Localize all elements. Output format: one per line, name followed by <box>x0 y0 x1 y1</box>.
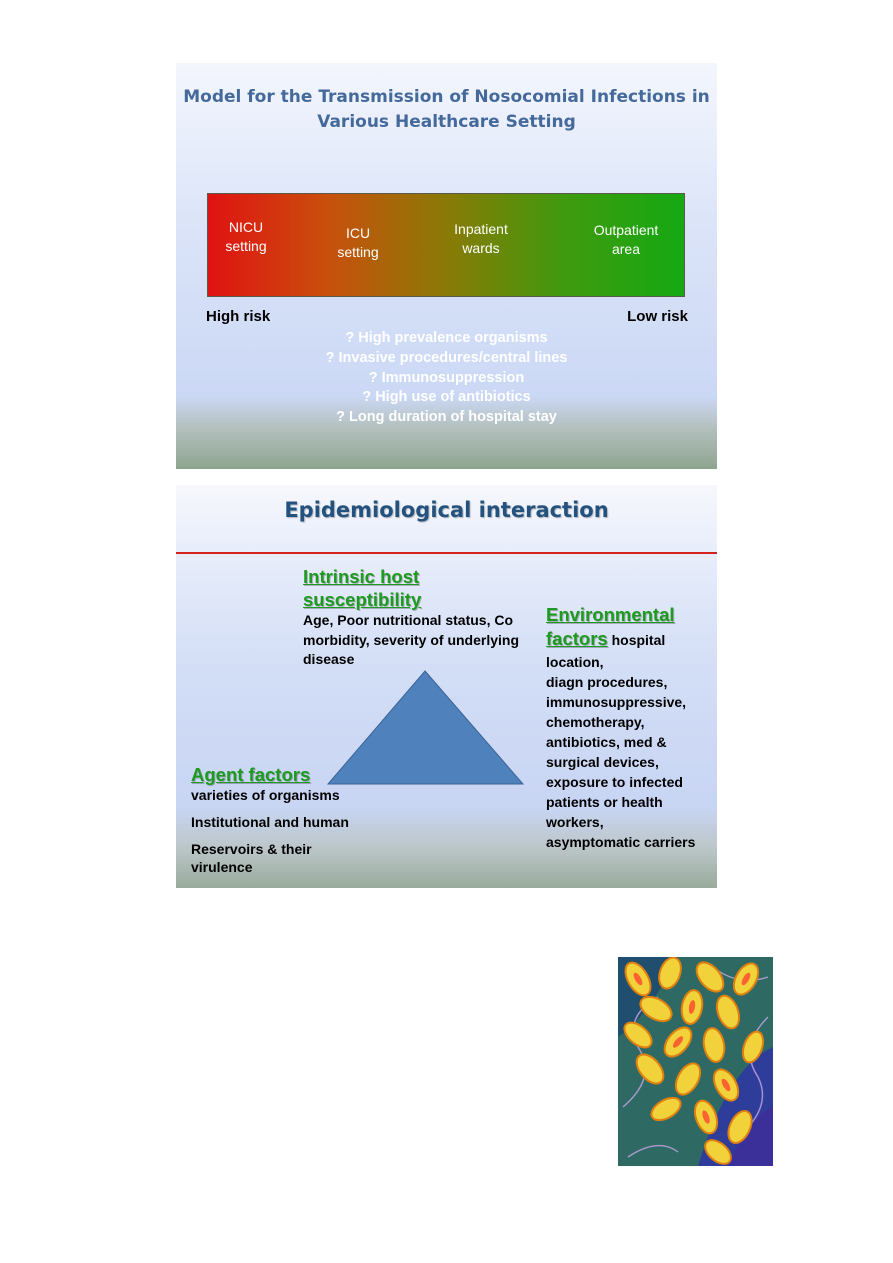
setting-icu: ICU setting <box>337 225 379 260</box>
low-risk-label: Low risk <box>627 308 688 325</box>
slide2-title: Epidemiological interaction <box>284 498 609 522</box>
title-line-2: Various Healthcare Setting <box>317 112 576 132</box>
high-risk-label: High risk <box>206 308 271 325</box>
agent-heading: Agent factors <box>191 764 311 785</box>
environmental-factors-block: Environmental factors hospital location, diagn procedures, immunosuppressive, chemotherapy, antibiotics, med & surgical devices, exposure to infected patients or health workers, asymptomatic carriers <box>546 603 717 852</box>
agent-description: varieties of organisms Institutional and human Reservoirs & their virulence <box>191 787 349 875</box>
list-item: ? High prevalence organisms <box>345 330 548 346</box>
setting-inpatient: Inpatient wards <box>454 221 508 256</box>
host-description: Age, Poor nutritional status, Co morbidity, severity of underlying disease <box>303 612 520 667</box>
bacteria-micrograph-icon <box>618 957 773 1166</box>
list-item: ? High use of antibiotics <box>362 389 531 406</box>
list-item: ? Immunosuppression <box>368 369 525 386</box>
risk-factor-list <box>176 329 717 428</box>
epidemiological-interaction-slide <box>176 485 717 888</box>
env-heading-line2: factors <box>546 628 608 649</box>
env-heading-line1: Environmental <box>546 604 675 625</box>
host-heading: Intrinsic host susceptibility <box>303 566 422 610</box>
agent-factors-block <box>191 763 391 876</box>
list-item: ? Long duration of hospital stay <box>336 409 557 426</box>
title-divider <box>176 552 717 554</box>
risk-gradient-bar <box>207 193 685 297</box>
setting-nicu: NICU setting <box>225 219 267 254</box>
list-item: ? Invasive procedures/central lines <box>325 349 568 366</box>
host-susceptibility-block <box>303 565 543 670</box>
title-line-1: Model for the Transmission of Nosocomial Infections in <box>183 87 710 107</box>
setting-outpatient: Outpatient area <box>593 222 659 257</box>
transmission-model-slide <box>176 63 717 469</box>
slide1-title <box>176 85 717 135</box>
